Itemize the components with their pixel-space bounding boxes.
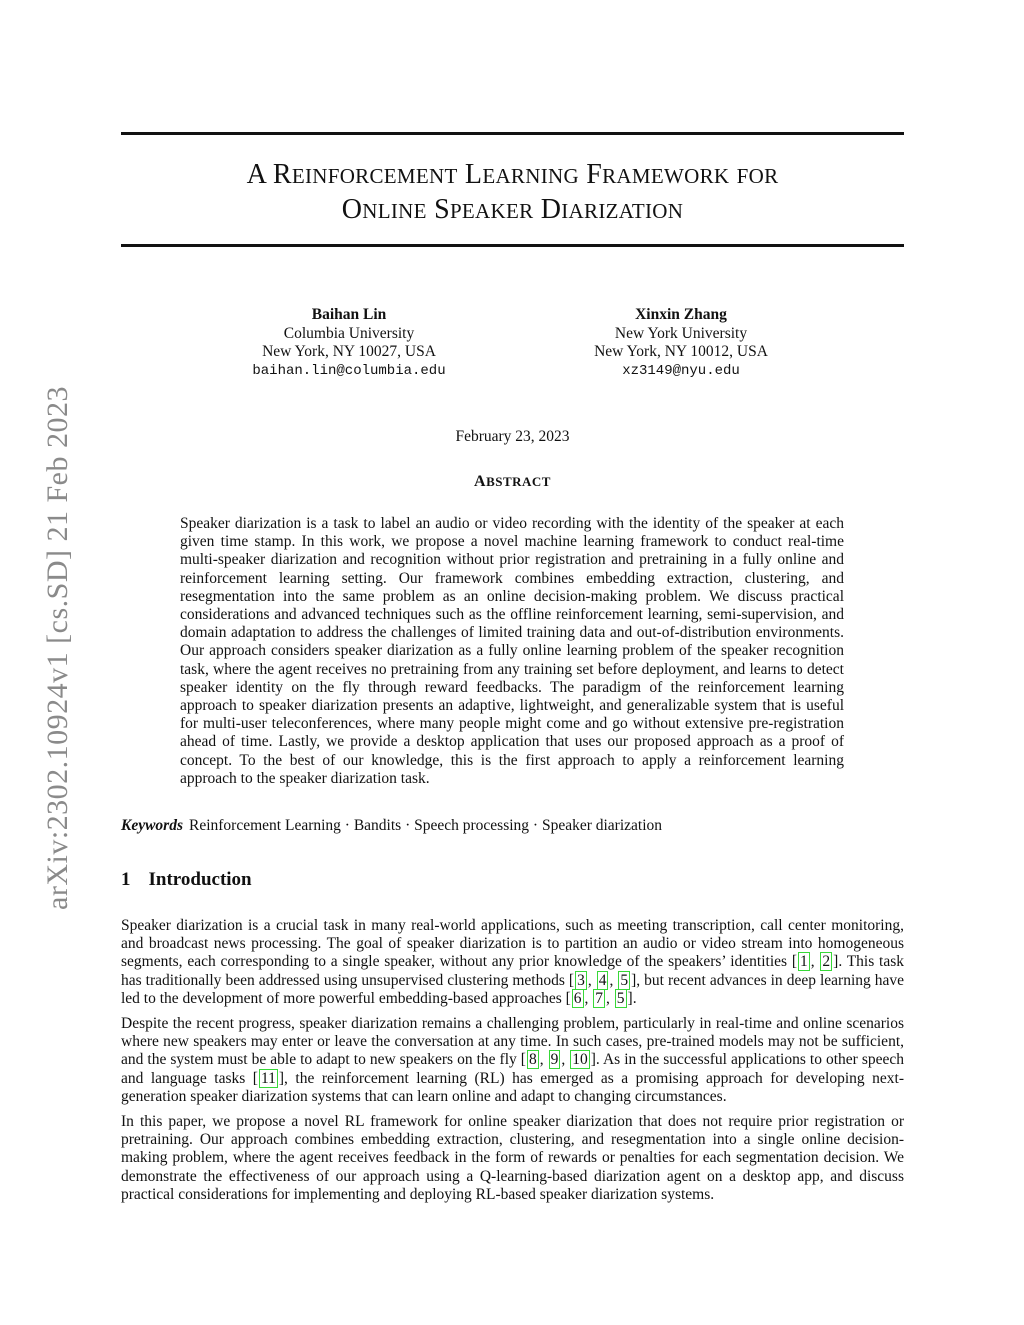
- title-word: FOR: [736, 164, 779, 188]
- author-email[interactable]: baihan.lin@columbia.edu: [252, 362, 446, 379]
- paragraph-text: ], the reinforcement learning (RL) has emerged as a promising approach for developing next-generation speaker diarization systems that can learn online and adapt to changing circumstances.: [121, 1069, 904, 1105]
- body-paragraph: [121, 1113, 904, 1204]
- arxiv-identifier[interactable]: arXiv:2302.10924v1 [cs.SD] 21 Feb 2023: [41, 386, 74, 910]
- citation-link[interactable]: 5: [616, 989, 625, 1007]
- author-affiliation: New York University: [614, 324, 748, 342]
- title-word: DIARIZATION: [540, 194, 684, 225]
- citation-link[interactable]: 4: [598, 971, 607, 989]
- title-word: LEARNING: [464, 159, 579, 190]
- paragraph-text: ], but recent advances in deep learning have led to the development of more powerful embedding-based approaches [: [121, 971, 905, 1007]
- citation-link[interactable]: 9: [550, 1051, 559, 1069]
- paragraph-text: ]. This task has traditionally been addressed using unsupervised clustering methods [: [121, 953, 905, 989]
- keywords-line: [121, 817, 904, 835]
- paper-date: February 23, 2023: [455, 428, 570, 445]
- title-word: REINFORCEMENT: [272, 159, 458, 190]
- author-address: New York, NY 10012, USA: [594, 343, 768, 360]
- title-word: SPEAKER: [434, 194, 534, 225]
- section-heading: [121, 869, 252, 891]
- citation-link[interactable]: 5: [620, 971, 629, 989]
- title-rule-top: [121, 132, 904, 135]
- citation-link[interactable]: 8: [528, 1051, 537, 1069]
- author-affiliation: Columbia University: [283, 324, 415, 342]
- body-paragraph: [121, 917, 904, 1008]
- paragraph-text: ].: [627, 989, 637, 1007]
- title-word: FRAMEWORK: [586, 159, 730, 190]
- paragraph-text: ,: [539, 1051, 548, 1069]
- paragraph-text: ,: [810, 953, 820, 971]
- abstract-text: Speaker diarization is a task to label an audio or video recording with the identity of the speaker at each given time stamp. In this work, we propose a novel machine learning framework to conduct real-time multi-speaker diarization and recognition without prior registration and pretraining in a fully online and reinforcement learning setting. Our framework combines embedding extraction, clustering, and resegmentation into the same problem as an online decision-making problem. We discuss practical considerations and advanced techniques such as the offline reinforcement learning, semi-supervision, and domain adaptation to address the challenges of limited training data and out-of-distribution environments. Our approach considers speaker diarization as a fully online learning problem of the speaker recognition task, where the agent receives no pretraining from any training set before deployment, and learns to detect speaker identity on the fly through reward feedbacks. The paradigm of the reinforcement learning approach to speaker diarization presents an adaptive, lightweight, and generalizable system that is useful for multi-user teleconferences, where many people might come and go without extensive pre-registration ahead of time. Lastly, we provide a desktop application that uses our proposed approach as a proof of concept. To the best of our knowledge, this is the first approach to apply a reinforcement learning approach to the speaker diarization task.: [180, 515, 844, 787]
- paragraph-text: Despite the recent progress, speaker diarization remains a challenging problem, particularly in real-time and online scenarios where new speakers may enter or leave the conversation at any time. In such cases, pre-trained models may not be sufficient, and the system must be able to adapt to new speakers on the fly [: [121, 1015, 904, 1069]
- author-address: New York, NY 10027, USA: [262, 343, 436, 360]
- author-name: Baihan Lin: [311, 306, 387, 323]
- citation-link[interactable]: 7: [595, 989, 604, 1007]
- author-block-1: [199, 306, 499, 380]
- author-name: Xinxin Zhang: [635, 306, 727, 323]
- paragraph-text: In this paper, we propose a novel RL framework for online speaker diarization that does not require prior registration or pretraining. Our approach combines embedding extraction, clustering, and resegmentation into a single online decision-making problem, where the agent receives feedback in the form of rewards or penalties for each segmentation decision. We demonstrate the effectiveness of our approach using a Q-learning-based diarization agent on a desktop app, and discuss practical considerations for implementing and deploying RL-based speaker diarization systems.: [121, 1113, 904, 1203]
- section-title: Introduction: [148, 869, 252, 890]
- citation-link[interactable]: 1: [800, 953, 808, 971]
- introduction-body: [121, 917, 904, 1211]
- citation-link[interactable]: 3: [577, 971, 585, 989]
- author-block-2: [531, 306, 831, 380]
- paragraph-text: ,: [609, 971, 618, 989]
- keywords-list: Reinforcement Learning · Bandits · Speech processing · Speaker diarization: [189, 817, 663, 834]
- section-number: 1: [121, 869, 131, 890]
- title-line-1: [121, 158, 904, 193]
- title-line-2: [121, 193, 904, 228]
- paragraph-text: ,: [606, 989, 614, 1007]
- paragraph-text: ,: [561, 1051, 570, 1069]
- author-email[interactable]: xz3149@nyu.edu: [622, 362, 740, 379]
- paragraph-text: ,: [584, 989, 593, 1007]
- paper-title: [121, 158, 904, 228]
- title-word: ONLINE: [341, 194, 427, 225]
- title-word: A: [246, 159, 266, 190]
- citation-link[interactable]: 10: [572, 1051, 588, 1069]
- paragraph-text: ,: [587, 971, 596, 989]
- abstract-heading: ABSTRACT: [474, 473, 551, 490]
- paragraph-text: ]. As in the successful applications to other speech and language tasks [: [121, 1051, 905, 1087]
- title-rule-bottom: [121, 244, 904, 247]
- body-paragraph: [121, 1015, 904, 1106]
- keywords-label: Keywords: [121, 817, 183, 834]
- citation-link[interactable]: 6: [573, 989, 582, 1007]
- paragraph-text: Speaker diarization is a crucial task in many real-world applications, such as meeting transcription, call center monitoring, and broadcast news processing. The goal of speaker diarization is to partition an audio or video stream into homogeneous segments, each corresponding to a single speaker, without any prior knowledge of the speakers’ identities [: [121, 917, 904, 971]
- citation-link[interactable]: 11: [260, 1069, 276, 1087]
- citation-link[interactable]: 2: [822, 953, 831, 971]
